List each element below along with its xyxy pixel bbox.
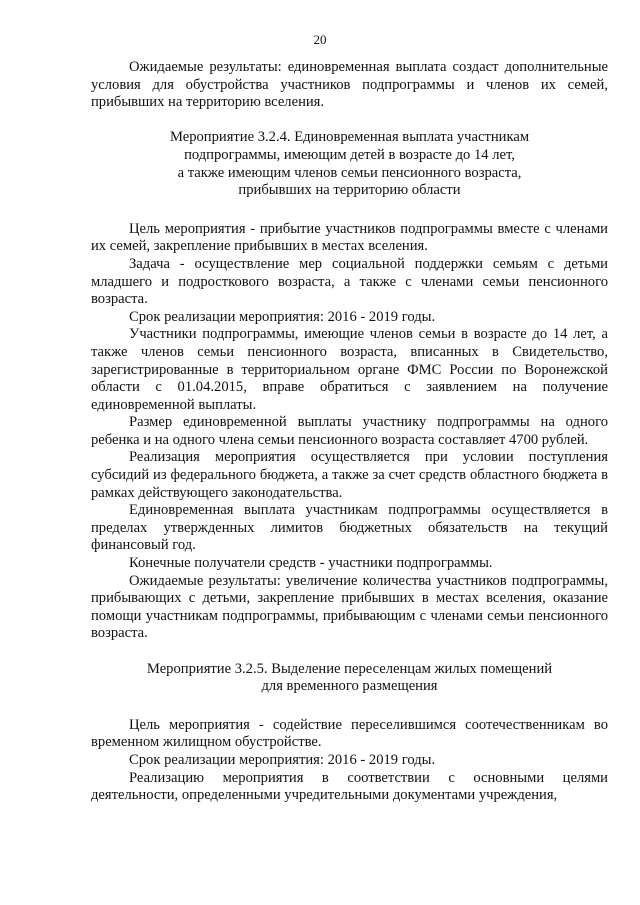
paragraph: Единовременная выплата участникам подпрограммы осуществляется в пределах утвержденных лимитов бюджетных обязательств на текущий финансовый год. xyxy=(91,502,608,554)
paragraph: Конечные получатели средств - участники подпрограммы. xyxy=(129,555,493,572)
paragraph: Цель мероприятия - содействие переселившимся соотечественникам во временном жилищном обустройстве. xyxy=(91,716,608,751)
heading-line: Мероприятие 3.2.5. Выделение переселенцам жилых помещений xyxy=(146,660,553,677)
heading-line: Мероприятие 3.2.4. Единовременная выплата участникам xyxy=(169,129,530,146)
section-heading xyxy=(91,661,608,696)
paragraph: Срок реализации мероприятия: 2016 - 2019 годы. xyxy=(129,308,436,325)
paragraph: Ожидаемые результаты: увеличение количества участников подпрограммы, прибывающих с детьми, закрепление прибывших в местах вселения, оказание помощи участникам подпрограммы, прибывающим с членами семьи пенсионного возраста. xyxy=(91,572,608,642)
page-number: 20 xyxy=(313,32,327,47)
paragraph: Срок реализации мероприятия: 2016 - 2019 годы. xyxy=(129,751,436,768)
spacer xyxy=(91,696,608,717)
document-body xyxy=(91,59,608,805)
heading-line: подпрограммы, имеющим детей в возрасте до 14 лет, xyxy=(184,146,515,163)
heading-line: прибывших на территорию области xyxy=(238,182,461,199)
spacer xyxy=(91,200,608,221)
heading-line: а также имеющим членов семьи пенсионного возраста, xyxy=(177,164,522,181)
paragraph: Ожидаемые результаты: единовременная выплата создаст дополнительные условия для обустройства участников подпрограммы и членов их семей, прибывших на территорию вселения. xyxy=(91,59,608,111)
paragraph: Цель мероприятия - прибытие участников подпрограммы вместе с членами их семей, закрепление прибывших в местах вселения. xyxy=(91,220,608,255)
paragraph: Задача - осуществление мер социальной поддержки семьям с детьми младшего и подросткового возраста, а также с членами семьи пенсионного возраста. xyxy=(91,255,608,308)
paragraph: Реализация мероприятия осуществляется при условии поступления субсидий из федерального бюджета, а также за счет средств областного бюджета в рамках действующего законодательства. xyxy=(91,449,608,501)
paragraph: Участники подпрограммы, имеющие членов семьи в возрасте до 14 лет, а также членов семьи пенсионного возраста, вписанных в Свидетельство, зарегистрированные в территориальном органе ФМС России по Воронежской области с 01.04.2015, вправе обратиться с заявлением на получение единовременной выплаты. xyxy=(91,326,608,413)
spacer xyxy=(91,112,608,130)
heading-line: для временного размещения xyxy=(261,678,438,695)
paragraph: Реализацию мероприятия в соответствии с основными целями деятельности, определенными учредительными документами учреждения, xyxy=(91,769,608,804)
paragraph: Размер единовременной выплаты участнику подпрограммы на одного ребенка и на одного члена семьи пенсионного возраста составляет 4700 рублей. xyxy=(91,414,608,448)
spacer xyxy=(91,643,608,661)
section-heading xyxy=(91,129,608,199)
